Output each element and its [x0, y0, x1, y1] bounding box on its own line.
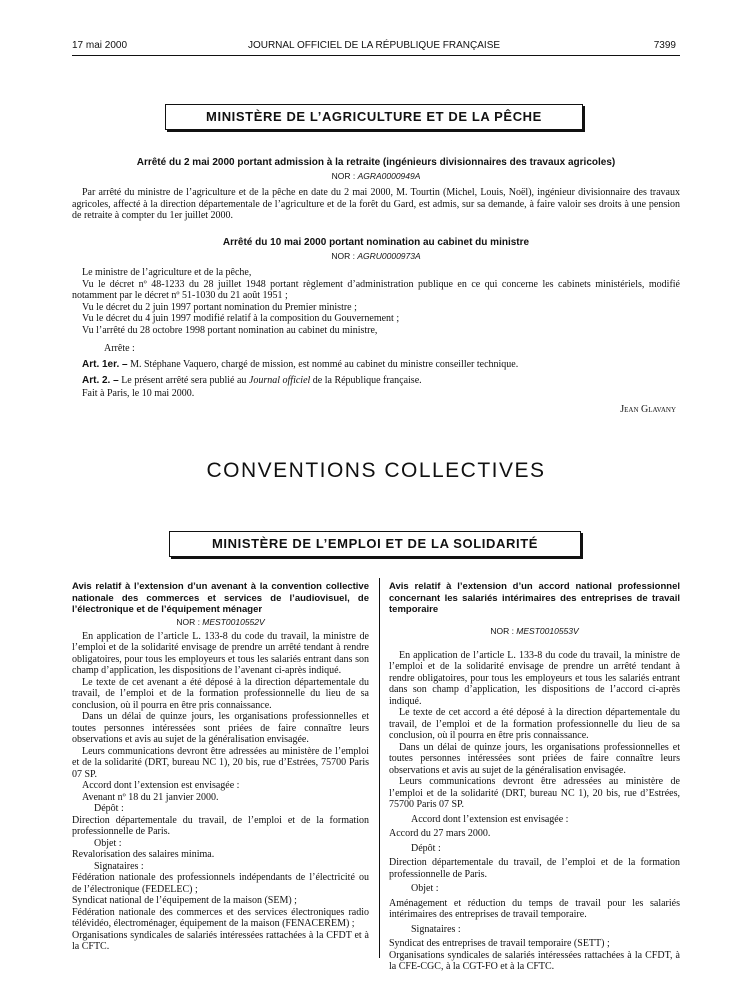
left-notice-nor: NOR : MEST0010552V: [176, 616, 265, 627]
arrete-2-signer: Jean Glavany: [620, 404, 676, 415]
ministry-agriculture-box: MINISTÈRE DE L’AGRICULTURE ET DE LA PÊCHE: [165, 104, 583, 130]
header-journal-title: JOURNAL OFFICIEL DE LA RÉPUBLIQUE FRANÇAISE: [247, 40, 501, 51]
header-date: 17 mai 2000: [72, 40, 128, 51]
arrete-2-articles: Art. 1er. – M. Stéphane Vaquero, chargé de mission, est nommé au cabinet du ministre conseiller technique. Art. 2. – Le présent arrêté sera publié au Journal officiel de la République française. Fait à Paris, le 10 mai 2000.: [82, 359, 519, 399]
left-notice-body: En application de l’article L. 133-8 du code du travail, la ministre de l’emploi et de la solidarité envisage de prendre un arrêté tendant à rendre obligatoires, pour tous les employeurs et tous les salariés entrant dans son champ d’application, les dispositions de l’avenant ci-après indiqué. Le texte de cet avenant a été déposé à la direction départementale du travail, de l’emploi et de la formation professionnelle du lieu de sa conclusion, où il pourra en être pris connaissance. Dans un délai de quinze jours, les organisations professionnelles et toutes personnes intéressées sont priées de faire connaître leurs observations et avis au sujet de la généralisation envisagée. Leurs communications devront être adressées au ministère de l’emploi et de la solidarité (DRT, bureau NC 1), 20 bis, rue d’Estrées, 75700 Paris 07 SP. Accord dont l’extension est envisagée : Avenant nº 18 du 21 janvier 2000. Dépôt : Direction départementale du travail, de l’emploi et de la formation professionnelle de Paris. Objet : Revalorisation des salaires minima. Signataires : Fédération nationale des professionnels indépendants de l’électricité ou de l’électronique (FEDELEC) ; Syndicat national de l’équipement de la maison (SEM) ; Fédération nationale des commerces et des services électroniques radio télévidéo, électroménager, équipement de la maison (FENACEREM) ; Organisations syndicales de salariés intéressées rattachées à la CFDT et à la CFTC.: [72, 630, 369, 952]
arrete-1-title: Arrêté du 2 mai 2000 portant admission à la retraite (ingénieurs divisionnaires des travaux agricoles): [136, 157, 616, 168]
section-title: CONVENTIONS COLLECTIVES: [206, 459, 546, 482]
header-page-number: 7399: [653, 40, 676, 51]
arrete-1-body: Par arrêté du ministre de l’agriculture et de la pêche en date du 2 mai 2000, M. Tourtin (Michel, Louis, Noël), ingénieur divisionnaire des travaux agricoles, affecté à la direction départementale de l’agriculture et de la forêt du Gard, est admis, sur sa demande, à faire valoir ses droits à une pension de retraite à compter du 1er juillet 2000.: [72, 187, 680, 221]
right-notice-nor: NOR : MEST0010553V: [490, 625, 579, 636]
ministry-emploi-box: MINISTÈRE DE L’EMPLOI ET DE LA SOLIDARITÉ: [169, 531, 581, 557]
right-notice-title: Avis relatif à l’extension d’un accord national professionnel concernant les salariés intérimaires des entreprises de travail temporaire: [389, 581, 680, 615]
arrete-2-nor: NOR : AGRU0000973A: [331, 251, 421, 261]
column-divider: [379, 578, 380, 958]
left-notice: [72, 581, 369, 953]
arrete-1-nor: NOR : AGRA0000949A: [331, 171, 421, 181]
arrete-2-decision: Arrête :: [104, 343, 135, 354]
arrete-2-title: Arrêté du 10 mai 2000 portant nomination au cabinet du ministre: [222, 237, 530, 248]
right-notice: [389, 581, 680, 973]
header-rule: [72, 55, 680, 56]
arrete-2-visas: Le ministre de l’agriculture et de la pêche, Vu le décret nº 48-1233 du 28 juillet 1948 portant règlement d’administration publique en ce qui concerne les cabinets ministériels, modifié notamment par le décret nº 51-1030 du 21 août 1951 ; Vu le décret du 2 juin 1997 portant nomination du Premier ministre ; Vu le décret du 4 juin 1997 modifié relatif à la composition du Gouvernement ; Vu l’arrêté du 28 octobre 1998 portant nomination au cabinet du ministre,: [72, 267, 680, 336]
right-notice-body: En application de l’article L. 133-8 du code du travail, la ministre de l’emploi et de la solidarité envisage de prendre un arrêté tendant à rendre obligatoires, pour tous les employeurs et tous les salariés entrant dans son champ d’application, les dispositions de l’accord ci-après indiqué. Le texte de cet accord a été déposé à la direction départementale du travail, de l’emploi et de la formation professionnelle du lieu de sa conclusion, où il pourra en être pris connaissance. Dans un délai de quinze jours, les organisations professionnelles et toutes personnes intéressées sont priées de faire connaître leurs observations et avis au sujet de la généralisation envisagée. Leurs communications devront être adressées au ministère de l’emploi et de la solidarité (DRT, bureau NC 1), 20 bis, rue d’Estrées, 75700 Paris 07 SP. Accord dont l’extension est envisagée : Accord du 27 mars 2000. Dépôt : Direction départementale du travail, de l’emploi et de la formation professionnelle de Paris. Objet : Aménagement et réduction du temps de travail pour les salariés intérimaires des entreprises de travail temporaire. Signataires : Syndicat des entreprises de travail temporaire (SETT) ; Organisations syndicales de salariés intéressées rattachées à la CFDT, à la CFE-CGC, à la CGT-FO et à la CFTC.: [389, 649, 680, 972]
left-notice-title: Avis relatif à l’extension d’un avenant à la convention collective nationale des commerces et services de l’audiovisuel, de l’électronique et de l’équipement ménager: [72, 581, 369, 615]
